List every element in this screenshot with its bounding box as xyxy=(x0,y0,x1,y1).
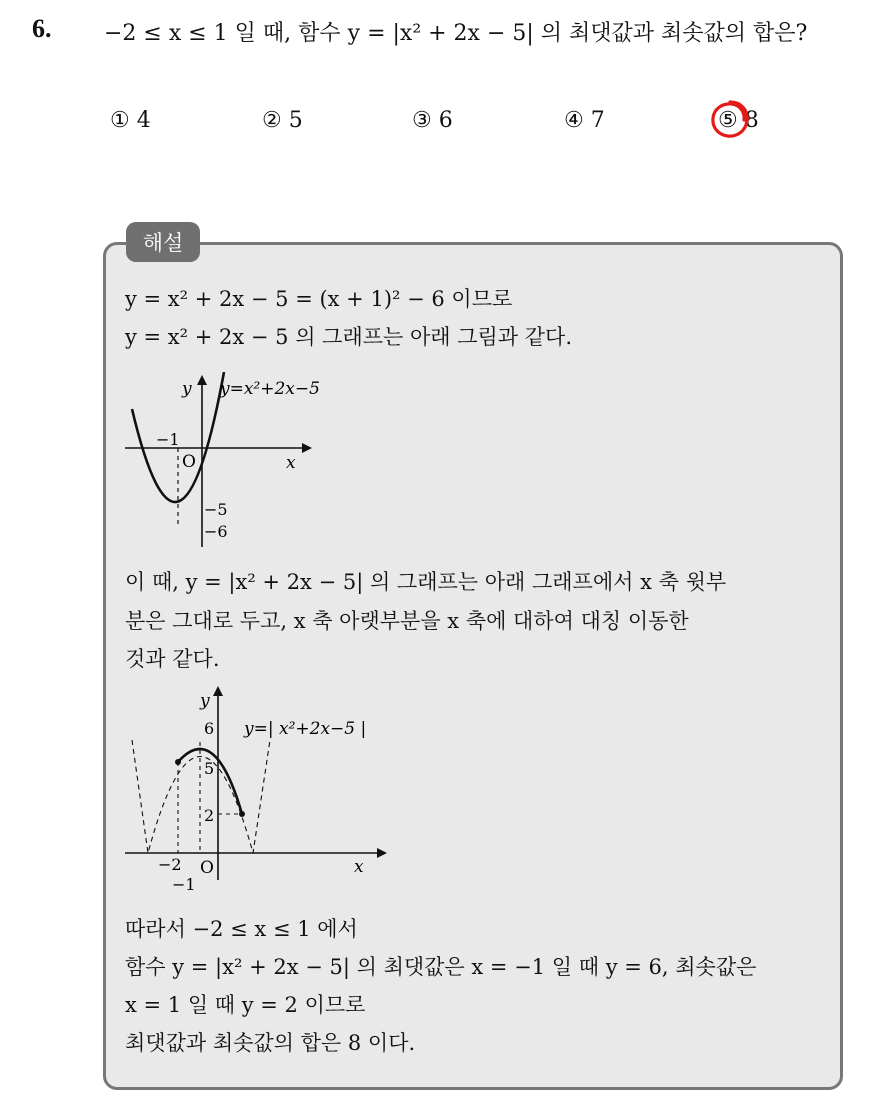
graph2-curve-label: y=| x²+2x−5 | xyxy=(244,719,367,739)
solution-line-7: 함수 y = |x² + 2x − 5| 의 최댓값은 x = −1 일 때 y = 6, 최솟값은 xyxy=(125,955,757,979)
graph1-ylabel: y xyxy=(182,379,192,399)
graph2-tick-5: 5 xyxy=(204,759,215,778)
solution-line-8: x = 1 일 때 y = 2 이므로 xyxy=(125,993,366,1017)
solution-line-9: 최댓값과 최솟값의 합은 8 이다. xyxy=(125,1031,416,1055)
graph1-xlabel: x xyxy=(286,453,296,473)
solution-line-5: 것과 같다. xyxy=(125,647,220,671)
absolute-value-graph xyxy=(120,680,400,895)
choice-4[interactable]: ④ 7 xyxy=(564,108,605,133)
graph1-origin: O xyxy=(182,452,196,472)
graph2-tick-6: 6 xyxy=(204,719,215,738)
solution-line-6: 따라서 −2 ≤ x ≤ 1 에서 xyxy=(125,917,358,941)
parabola-graph xyxy=(120,372,340,552)
choice-5-label: ⑤ 8 xyxy=(718,108,759,133)
graph2-tick-m2: −2 xyxy=(158,855,182,874)
graph2-tick-2: 2 xyxy=(204,806,215,825)
graph2-ylabel: y xyxy=(200,691,210,711)
graph2-xlabel: x xyxy=(354,857,364,877)
answer-choices xyxy=(110,108,810,144)
selected-answer-mark-icon xyxy=(708,98,752,142)
solution-line-3: 이 때, y = |x² + 2x − 5| 의 그래프는 아래 그래프에서 x 축 윗부 xyxy=(125,570,727,594)
solution-line-2: y = x² + 2x − 5 의 그래프는 아래 그림과 같다. xyxy=(125,325,573,349)
graph1-curve-label: y=x²+2x−5 xyxy=(220,379,320,399)
choice-2[interactable]: ② 5 xyxy=(262,108,303,133)
graph2-tick-m1: −1 xyxy=(172,875,196,894)
solution-line-1: y = x² + 2x − 5 = (x + 1)² − 6 이므로 xyxy=(125,287,513,311)
question-text: −2 ≤ x ≤ 1 일 때, 함수 y = |x² + 2x − 5| 의 최댓값과 최솟값의 합은? xyxy=(104,21,808,46)
choice-1[interactable]: ① 4 xyxy=(110,108,151,133)
graph2-origin: O xyxy=(200,858,214,878)
solution-tag: 해설 xyxy=(126,222,200,262)
choice-5[interactable] xyxy=(718,108,759,133)
graph1-tick-y1: −5 xyxy=(204,500,228,519)
question-number: 6. xyxy=(32,14,52,43)
graph1-tick-x: −1 xyxy=(156,430,180,449)
choice-3[interactable]: ③ 6 xyxy=(412,108,453,133)
graph1-tick-y2: −6 xyxy=(204,522,228,541)
solution-line-4: 분은 그대로 두고, x 축 아랫부분을 x 축에 대하여 대칭 이동한 xyxy=(125,609,689,633)
